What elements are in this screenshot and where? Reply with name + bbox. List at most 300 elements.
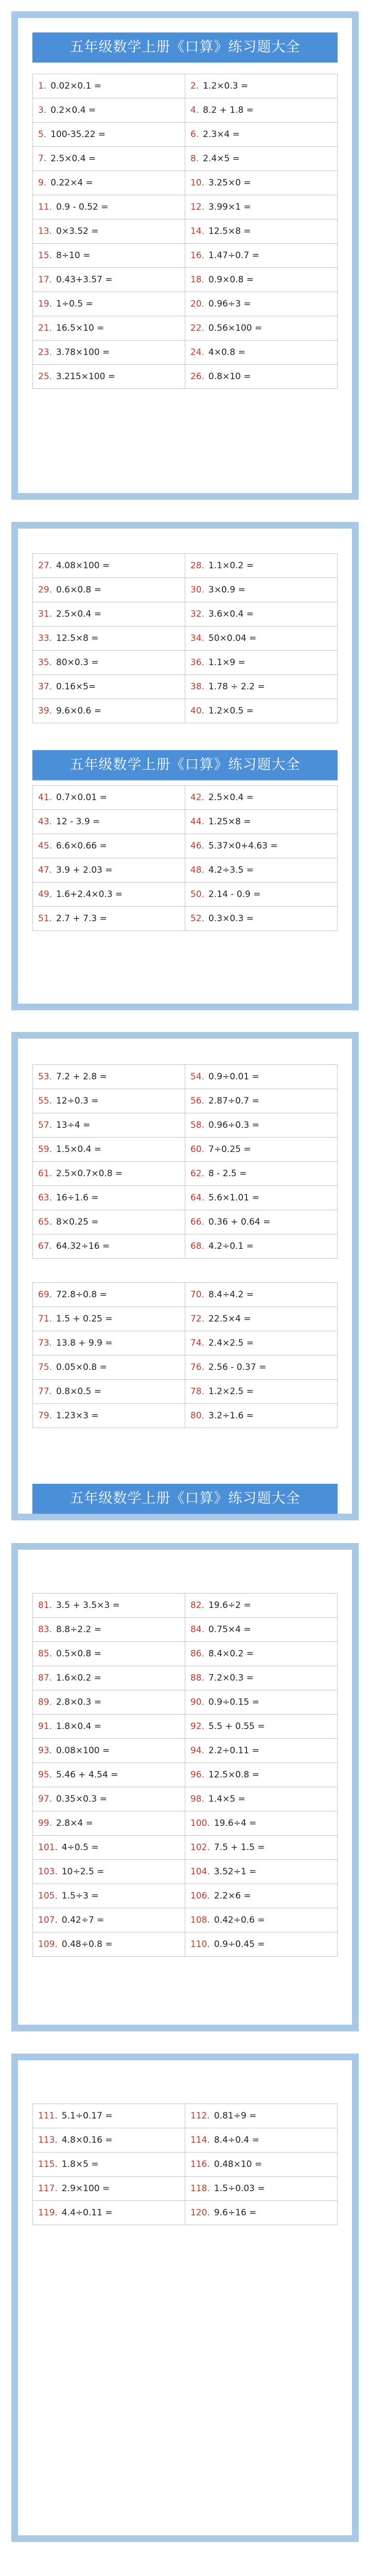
table-row	[33, 907, 338, 931]
problem-cell	[185, 554, 338, 578]
problem-expression: 8.4÷0.4 =	[214, 2135, 259, 2145]
problem-expression: 1.8×0.4 =	[56, 1721, 102, 1732]
problem-expression: 0.8×10 =	[208, 371, 251, 382]
problem-cell	[33, 1690, 185, 1715]
table-row	[33, 147, 338, 171]
table-row	[33, 2153, 338, 2177]
problem-cell	[185, 1307, 338, 1331]
problem-cell	[33, 365, 185, 389]
problem-expression: 0×3.52 =	[56, 226, 99, 236]
table-row	[33, 675, 338, 699]
table-row	[33, 1065, 338, 1089]
problem-cell	[185, 1355, 338, 1380]
problem-cell	[185, 675, 338, 699]
problem-cell	[33, 1908, 185, 1933]
problem-cell	[185, 365, 338, 389]
problem-expression: 12÷0.3 =	[56, 1096, 99, 1106]
problem-expression: 4.2÷3.5 =	[208, 865, 254, 875]
problem-table	[32, 1282, 338, 1428]
problem-expression: 0.02×0.1 =	[50, 81, 102, 91]
table-row	[33, 1787, 338, 1811]
problem-expression: 3.6×0.4 =	[208, 609, 254, 619]
worksheet-page-3	[11, 1032, 359, 1520]
problem-cell	[185, 1933, 338, 1957]
table-row	[33, 786, 338, 810]
problem-cell	[33, 1113, 185, 1138]
problem-expression: 1.78 ÷ 2.2 =	[208, 682, 265, 692]
table-row	[33, 626, 338, 651]
table-row	[33, 1186, 338, 1210]
problem-expression: 1.25×8 =	[208, 817, 251, 827]
table-row	[33, 1763, 338, 1787]
problem-number: 39.	[38, 706, 52, 716]
problem-table	[32, 2104, 338, 2225]
problem-number: 29.	[38, 585, 52, 595]
problem-number: 76.	[190, 1362, 205, 1372]
table-row	[33, 98, 338, 123]
problem-number: 53.	[38, 1072, 52, 1082]
problem-number: 47.	[38, 865, 52, 875]
problem-cell	[185, 1618, 338, 1642]
problem-expression: 16÷1.6 =	[56, 1193, 99, 1203]
problem-expression: 3.99×1 =	[208, 202, 251, 212]
problem-number: 37.	[38, 682, 52, 692]
problem-number: 84.	[190, 1624, 205, 1635]
problem-expression: 0.3×0.3 =	[208, 913, 254, 924]
problem-cell	[185, 1666, 338, 1690]
problem-expression: 0.42÷7 =	[61, 1915, 104, 1925]
problem-number: 101.	[38, 1842, 58, 1853]
problem-cell	[185, 2128, 338, 2153]
problem-cell	[185, 1594, 338, 1618]
problem-expression: 10÷2.5 =	[61, 1867, 104, 1877]
problem-number: 44.	[190, 817, 205, 827]
problem-expression: 0.9×0.8 =	[208, 275, 254, 285]
problem-cell	[185, 292, 338, 316]
problem-number: 16.	[190, 250, 205, 261]
problem-cell	[185, 626, 338, 651]
problem-number: 54.	[190, 1072, 205, 1082]
problem-expression: 2.7 + 7.3 =	[56, 913, 107, 924]
problem-number: 95.	[38, 1770, 52, 1780]
problem-cell	[33, 1089, 185, 1113]
problem-expression: 12 - 3.9 =	[56, 817, 100, 827]
problem-expression: 13÷4 =	[56, 1120, 91, 1130]
problem-number: 118.	[190, 2183, 210, 2194]
problem-expression: 2.5×0.4 =	[50, 154, 96, 164]
problem-expression: 5.46 + 4.54 =	[56, 1770, 118, 1780]
problem-expression: 1.1×0.2 =	[208, 561, 254, 571]
worksheet-page-5	[11, 2054, 359, 2542]
problem-expression: 0.22×4 =	[50, 178, 93, 188]
problem-number: 43.	[38, 817, 52, 827]
problem-number: 23.	[38, 347, 52, 358]
problem-expression: 2.8×0.3 =	[56, 1697, 102, 1707]
problem-number: 17.	[38, 275, 52, 285]
problem-number: 106.	[190, 1891, 210, 1901]
problem-cell	[185, 2201, 338, 2225]
problem-number: 35.	[38, 657, 52, 668]
problem-expression: 1.6+2.4×0.3 =	[56, 889, 123, 900]
problem-cell	[185, 810, 338, 834]
table-row	[33, 1210, 338, 1234]
problem-cell	[33, 1186, 185, 1210]
problem-expression: 80×0.3 =	[56, 657, 99, 668]
problem-cell	[185, 98, 338, 123]
problem-number: 97.	[38, 1794, 52, 1804]
problem-number: 88.	[190, 1673, 205, 1683]
problem-number: 24.	[190, 347, 205, 358]
problem-expression: 3×0.9 =	[208, 585, 245, 595]
problem-cell	[33, 74, 185, 98]
problem-expression: 2.4×5 =	[203, 154, 240, 164]
table-row	[33, 268, 338, 292]
table-row	[33, 74, 338, 98]
problem-number: 41.	[38, 792, 52, 803]
table-row	[33, 651, 338, 675]
table-row	[33, 1307, 338, 1331]
problem-expression: 9.6×0.6 =	[56, 706, 102, 716]
problem-cell	[33, 2153, 185, 2177]
problem-cell	[185, 699, 338, 723]
problem-expression: 2.8×4 =	[56, 1818, 93, 1828]
problem-number: 83.	[38, 1624, 52, 1635]
problem-expression: 0.42÷0.6 =	[214, 1915, 265, 1925]
problem-expression: 0.96÷0.3 =	[208, 1120, 259, 1130]
problem-expression: 3.25×0 =	[208, 178, 251, 188]
table-row	[33, 1404, 338, 1428]
table-row	[33, 858, 338, 883]
problem-expression: 72.8÷0.8 =	[56, 1290, 107, 1300]
problem-number: 18.	[190, 275, 205, 285]
problem-cell	[185, 1234, 338, 1259]
problem-expression: 0.9÷0.01 =	[208, 1072, 259, 1082]
problem-cell	[33, 1933, 185, 1957]
problem-expression: 1.2×2.5 =	[208, 1386, 254, 1397]
problem-cell	[185, 1836, 338, 1860]
problem-number: 74.	[190, 1338, 205, 1348]
table-row	[33, 171, 338, 195]
problem-number: 71.	[38, 1314, 52, 1324]
problem-cell	[185, 907, 338, 931]
table-row	[33, 1618, 338, 1642]
problem-cell	[33, 1618, 185, 1642]
problem-expression: 2.14 - 0.9 =	[208, 889, 261, 900]
problem-number: 10.	[190, 178, 205, 188]
problem-number: 59.	[38, 1144, 52, 1155]
problem-expression: 1.8×5 =	[61, 2159, 99, 2170]
problem-expression: 0.16×5=	[56, 682, 96, 692]
problem-cell	[33, 1811, 185, 1836]
problem-number: 117.	[38, 2183, 58, 2194]
problem-expression: 4.8×0.16 =	[61, 2135, 113, 2145]
problem-expression: 1.5÷3 =	[61, 1891, 99, 1901]
table-row	[33, 123, 338, 147]
problem-cell	[185, 883, 338, 907]
problem-number: 104.	[190, 1867, 210, 1877]
problem-cell	[185, 244, 338, 268]
problem-expression: 1.2×0.5 =	[208, 706, 254, 716]
problem-number: 57.	[38, 1120, 52, 1130]
table-row	[33, 1331, 338, 1355]
problem-number: 30.	[190, 585, 205, 595]
problem-expression: 64.32÷16 =	[56, 1241, 110, 1251]
problem-number: 15.	[38, 250, 52, 261]
problem-expression: 100-35.22 =	[50, 129, 106, 140]
problem-number: 40.	[190, 706, 205, 716]
problem-cell	[33, 2201, 185, 2225]
problem-cell	[185, 1860, 338, 1884]
problem-expression: 0.6×0.8 =	[56, 585, 102, 595]
problem-expression: 0.48×10 =	[214, 2159, 262, 2170]
table-row	[33, 1884, 338, 1908]
problem-expression: 2.2÷0.11 =	[208, 1745, 259, 1756]
problem-number: 69.	[38, 1290, 52, 1300]
problem-expression: 2.2×6 =	[214, 1891, 251, 1901]
problem-cell	[185, 651, 338, 675]
table-row	[33, 1138, 338, 1162]
problem-number: 113.	[38, 2135, 58, 2145]
problem-cell	[33, 1787, 185, 1811]
problem-number: 61.	[38, 1168, 52, 1179]
problem-cell	[33, 1162, 185, 1186]
problem-number: 119.	[38, 2208, 58, 2218]
problem-expression: 4.08×100 =	[56, 561, 110, 571]
problem-cell	[185, 1283, 338, 1307]
problem-cell	[33, 578, 185, 602]
problem-number: 33.	[38, 633, 52, 643]
problem-cell	[33, 195, 185, 219]
problem-cell	[185, 1331, 338, 1355]
problem-cell	[33, 2177, 185, 2201]
table-row	[33, 699, 338, 723]
table-row	[33, 316, 338, 341]
problem-expression: 8÷10 =	[56, 250, 91, 261]
problem-expression: 0.81÷9 =	[214, 2111, 257, 2121]
problem-expression: 1.5 + 0.25 =	[56, 1314, 113, 1324]
problem-number: 55.	[38, 1096, 52, 1106]
problem-expression: 0.56×100 =	[208, 323, 262, 333]
problem-expression: 0.7×0.01 =	[56, 792, 107, 803]
problem-expression: 0.48÷0.8 =	[61, 1939, 113, 1950]
problem-table	[32, 74, 338, 389]
problem-number: 22.	[190, 323, 205, 333]
worksheet-page-1	[11, 11, 359, 500]
problem-number: 77.	[38, 1386, 52, 1397]
problem-expression: 6.6×0.66 =	[56, 841, 107, 851]
problem-cell	[33, 341, 185, 365]
problem-cell	[33, 1234, 185, 1259]
problem-expression: 1÷0.5 =	[56, 299, 93, 309]
problem-cell	[185, 858, 338, 883]
table-row	[33, 292, 338, 316]
problem-number: 34.	[190, 633, 205, 643]
problem-expression: 2.5×0.4 =	[56, 609, 102, 619]
problem-expression: 2.4×2.5 =	[208, 1338, 254, 1348]
problem-cell	[185, 1210, 338, 1234]
problem-cell	[33, 1594, 185, 1618]
problem-cell	[33, 219, 185, 244]
problem-number: 73.	[38, 1338, 52, 1348]
problem-cell	[185, 1138, 338, 1162]
table-row	[33, 1642, 338, 1666]
problem-cell	[33, 1666, 185, 1690]
problem-number: 26.	[190, 371, 205, 382]
problem-number: 58.	[190, 1120, 205, 1130]
table-row	[33, 1739, 338, 1763]
table-row	[33, 1933, 338, 1957]
worksheet-title: 五年级数学上册《口算》练习题大全	[32, 750, 338, 780]
problem-number: 87.	[38, 1673, 52, 1683]
table-row	[33, 578, 338, 602]
problem-number: 50.	[190, 889, 205, 900]
problem-number: 38.	[190, 682, 205, 692]
problem-expression: 1.2×0.3 =	[203, 81, 249, 91]
problem-expression: 3.2÷1.6 =	[208, 1411, 254, 1421]
problem-cell	[33, 858, 185, 883]
problem-expression: 12.5×0.8 =	[208, 1770, 259, 1780]
table-row	[33, 1113, 338, 1138]
problem-expression: 0.36 + 0.64 =	[208, 1217, 271, 1227]
problem-cell	[33, 1065, 185, 1089]
problem-number: 21.	[38, 323, 52, 333]
problem-table	[32, 1064, 338, 1259]
problem-cell	[185, 341, 338, 365]
problem-number: 66.	[190, 1217, 205, 1227]
problem-number: 99.	[38, 1818, 52, 1828]
problem-cell	[33, 651, 185, 675]
problem-expression: 4.4÷0.11 =	[61, 2208, 113, 2218]
problem-cell	[185, 786, 338, 810]
problem-cell	[33, 1884, 185, 1908]
problem-cell	[185, 1787, 338, 1811]
problem-expression: 2.3×4 =	[203, 129, 240, 140]
problem-expression: 8.4÷4.2 =	[208, 1290, 254, 1300]
problem-expression: 7.2 + 2.8 =	[56, 1072, 107, 1082]
problem-number: 72.	[190, 1314, 205, 1324]
table-row	[33, 219, 338, 244]
problem-number: 85.	[38, 1649, 52, 1659]
problem-cell	[33, 123, 185, 147]
problem-expression: 5.1÷0.17 =	[61, 2111, 113, 2121]
problem-number: 100.	[190, 1818, 210, 1828]
problem-expression: 1.47÷0.7 =	[208, 250, 259, 261]
table-row	[33, 1908, 338, 1933]
table-row	[33, 2201, 338, 2225]
problem-expression: 1.1×9 =	[208, 657, 245, 668]
problem-cell	[33, 268, 185, 292]
problem-number: 14.	[190, 226, 205, 236]
problem-number: 89.	[38, 1697, 52, 1707]
problem-number: 8.	[190, 154, 199, 164]
problem-number: 82.	[190, 1600, 205, 1611]
problem-expression: 22.5×4 =	[208, 1314, 251, 1324]
problem-number: 11.	[38, 202, 52, 212]
problem-cell	[33, 1307, 185, 1331]
problem-expression: 5.5 + 0.55 =	[208, 1721, 265, 1732]
problem-expression: 0.35×0.3 =	[56, 1794, 107, 1804]
problem-cell	[33, 675, 185, 699]
problem-number: 49.	[38, 889, 52, 900]
problem-number: 52.	[190, 913, 205, 924]
problem-number: 19.	[38, 299, 52, 309]
problem-cell	[33, 292, 185, 316]
problem-table	[32, 553, 338, 723]
problem-cell	[33, 1404, 185, 1428]
problem-cell	[185, 2153, 338, 2177]
problem-cell	[185, 1089, 338, 1113]
problem-number: 86.	[190, 1649, 205, 1659]
table-row	[33, 1594, 338, 1618]
problem-cell	[185, 578, 338, 602]
problem-expression: 3.5 + 3.5×3 =	[56, 1600, 120, 1611]
problem-number: 42.	[190, 792, 205, 803]
problem-expression: 8.4×0.2 =	[208, 1649, 254, 1659]
problem-number: 25.	[38, 371, 52, 382]
problem-cell	[185, 1186, 338, 1210]
problem-number: 90.	[190, 1697, 205, 1707]
table-row	[33, 1666, 338, 1690]
problem-cell	[185, 195, 338, 219]
problem-expression: 8 - 2.5 =	[208, 1168, 247, 1179]
problem-cell	[33, 810, 185, 834]
problem-cell	[33, 1715, 185, 1739]
problem-cell	[185, 2177, 338, 2201]
problem-number: 110.	[190, 1939, 210, 1950]
problem-number: 7.	[38, 154, 47, 164]
problem-expression: 9.6÷16 =	[214, 2208, 257, 2218]
problem-number: 108.	[190, 1915, 210, 1925]
table-row	[33, 1690, 338, 1715]
problem-cell	[185, 1715, 338, 1739]
problem-cell	[185, 1739, 338, 1763]
problem-number: 63.	[38, 1193, 52, 1203]
problem-cell	[33, 316, 185, 341]
problem-number: 20.	[190, 299, 205, 309]
problem-cell	[185, 1162, 338, 1186]
problem-expression: 2.9×100 =	[61, 2183, 110, 2194]
problem-cell	[33, 1860, 185, 1884]
problem-expression: 1.6×0.2 =	[56, 1673, 102, 1683]
problem-number: 93.	[38, 1745, 52, 1756]
problem-number: 9.	[38, 178, 47, 188]
problem-number: 81.	[38, 1600, 52, 1611]
problem-cell	[185, 1811, 338, 1836]
problem-expression: 0.9÷0.45 =	[214, 1939, 265, 1950]
problem-number: 91.	[38, 1721, 52, 1732]
problem-expression: 2.5×0.4 =	[208, 792, 254, 803]
problem-cell	[185, 1065, 338, 1089]
problem-expression: 16.5×10 =	[56, 323, 104, 333]
problem-expression: 5.6×1.01 =	[208, 1193, 259, 1203]
problem-number: 5.	[38, 129, 47, 140]
problem-number: 64.	[190, 1193, 205, 1203]
problem-expression: 12.5×8 =	[208, 226, 251, 236]
problem-expression: 0.9÷0.15 =	[208, 1697, 259, 1707]
worksheet-page-2	[11, 522, 359, 1010]
problem-number: 92.	[190, 1721, 205, 1732]
problem-cell	[33, 2104, 185, 2128]
problem-number: 6.	[190, 129, 199, 140]
problem-cell	[185, 1690, 338, 1715]
problem-number: 109.	[38, 1939, 58, 1950]
problem-cell	[33, 1836, 185, 1860]
problem-number: 103.	[38, 1867, 58, 1877]
problem-expression: 8×0.25 =	[56, 1217, 99, 1227]
problem-expression: 3.9 + 2.03 =	[56, 865, 113, 875]
problem-number: 94.	[190, 1745, 205, 1756]
problem-cell	[33, 1331, 185, 1355]
